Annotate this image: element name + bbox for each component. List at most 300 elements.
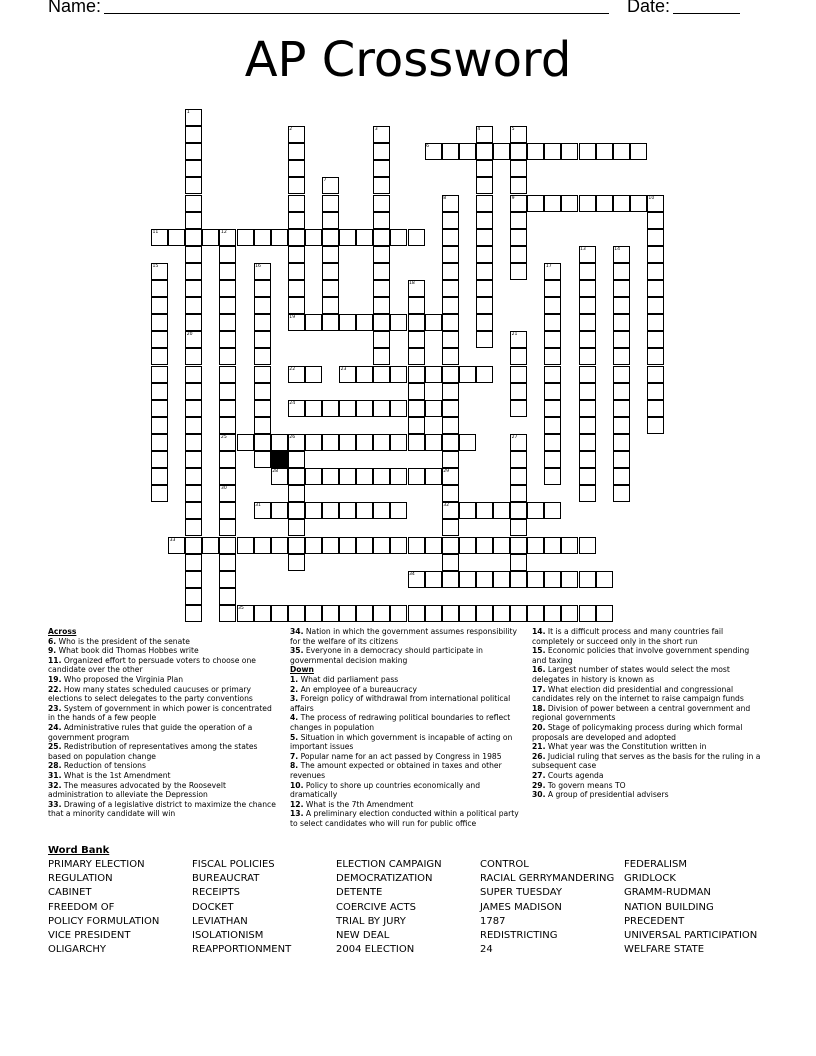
grid-cell[interactable] bbox=[390, 502, 407, 519]
grid-cell[interactable] bbox=[476, 502, 493, 519]
grid-cell[interactable] bbox=[425, 605, 442, 622]
grid-cell[interactable] bbox=[596, 571, 613, 588]
grid-cell[interactable] bbox=[254, 605, 271, 622]
grid-cell[interactable] bbox=[254, 366, 271, 383]
grid-cell[interactable] bbox=[356, 400, 373, 417]
grid-cell[interactable] bbox=[510, 160, 527, 177]
grid-cell[interactable] bbox=[647, 229, 664, 246]
grid-cell[interactable] bbox=[647, 417, 664, 434]
grid-cell[interactable] bbox=[408, 366, 425, 383]
grid-cell[interactable] bbox=[613, 451, 630, 468]
grid-cell[interactable] bbox=[373, 160, 390, 177]
grid-cell[interactable] bbox=[613, 297, 630, 314]
grid-cell[interactable] bbox=[219, 451, 236, 468]
grid-cell[interactable] bbox=[425, 468, 442, 485]
grid-cell[interactable] bbox=[185, 263, 202, 280]
grid-cell[interactable] bbox=[185, 348, 202, 365]
grid-cell[interactable] bbox=[510, 177, 527, 194]
grid-cell[interactable] bbox=[476, 297, 493, 314]
grid-cell[interactable] bbox=[219, 297, 236, 314]
grid-cell[interactable] bbox=[510, 348, 527, 365]
grid-cell[interactable] bbox=[493, 502, 510, 519]
grid-cell[interactable] bbox=[408, 605, 425, 622]
grid-cell[interactable] bbox=[442, 263, 459, 280]
grid-cell[interactable] bbox=[476, 571, 493, 588]
grid-cell[interactable] bbox=[544, 537, 561, 554]
grid-cell[interactable] bbox=[476, 605, 493, 622]
grid-cell[interactable] bbox=[373, 297, 390, 314]
grid-cell[interactable] bbox=[219, 605, 236, 622]
grid-cell[interactable] bbox=[373, 143, 390, 160]
grid-cell[interactable] bbox=[527, 605, 544, 622]
grid-cell[interactable] bbox=[356, 468, 373, 485]
grid-cell[interactable] bbox=[613, 348, 630, 365]
grid-cell[interactable] bbox=[510, 571, 527, 588]
grid-cell[interactable] bbox=[151, 468, 168, 485]
grid-cell[interactable] bbox=[322, 263, 339, 280]
grid-cell[interactable] bbox=[647, 400, 664, 417]
grid-cell[interactable] bbox=[408, 383, 425, 400]
grid-cell[interactable] bbox=[390, 605, 407, 622]
grid-cell[interactable] bbox=[476, 263, 493, 280]
grid-cell[interactable] bbox=[442, 537, 459, 554]
grid-cell[interactable] bbox=[544, 502, 561, 519]
grid-cell[interactable] bbox=[425, 537, 442, 554]
grid-cell[interactable] bbox=[185, 554, 202, 571]
grid-cell[interactable] bbox=[442, 519, 459, 536]
grid-cell[interactable] bbox=[579, 451, 596, 468]
grid-cell[interactable] bbox=[254, 383, 271, 400]
grid-cell[interactable] bbox=[151, 314, 168, 331]
grid-cell[interactable] bbox=[185, 502, 202, 519]
grid-cell[interactable] bbox=[647, 383, 664, 400]
grid-cell[interactable] bbox=[254, 280, 271, 297]
grid-cell[interactable] bbox=[305, 400, 322, 417]
grid-cell[interactable] bbox=[613, 400, 630, 417]
grid-cell[interactable] bbox=[442, 554, 459, 571]
grid-cell[interactable] bbox=[322, 212, 339, 229]
grid-cell[interactable] bbox=[442, 280, 459, 297]
grid-cell[interactable] bbox=[288, 605, 305, 622]
grid-cell[interactable] bbox=[185, 126, 202, 143]
grid-cell[interactable] bbox=[613, 417, 630, 434]
grid-cell[interactable] bbox=[271, 229, 288, 246]
grid-cell[interactable] bbox=[305, 366, 322, 383]
grid-cell[interactable] bbox=[408, 434, 425, 451]
grid-cell[interactable] bbox=[288, 297, 305, 314]
grid-cell[interactable] bbox=[356, 537, 373, 554]
grid-cell[interactable] bbox=[544, 605, 561, 622]
grid-cell[interactable] bbox=[579, 331, 596, 348]
grid-cell[interactable] bbox=[185, 160, 202, 177]
grid-cell[interactable] bbox=[459, 537, 476, 554]
grid-cell[interactable] bbox=[442, 212, 459, 229]
grid-cell[interactable] bbox=[322, 400, 339, 417]
grid-cell[interactable] bbox=[579, 263, 596, 280]
grid-cell[interactable] bbox=[237, 229, 254, 246]
grid-cell[interactable] bbox=[373, 400, 390, 417]
grid-cell[interactable] bbox=[185, 485, 202, 502]
grid-cell[interactable] bbox=[254, 400, 271, 417]
grid-cell[interactable] bbox=[185, 588, 202, 605]
grid-cell[interactable] bbox=[510, 229, 527, 246]
grid-cell[interactable] bbox=[185, 143, 202, 160]
grid-cell[interactable] bbox=[425, 314, 442, 331]
grid-cell[interactable] bbox=[219, 468, 236, 485]
grid-cell[interactable] bbox=[510, 212, 527, 229]
grid-cell[interactable] bbox=[288, 537, 305, 554]
grid-cell[interactable] bbox=[544, 195, 561, 212]
grid-cell[interactable] bbox=[510, 451, 527, 468]
grid-cell[interactable] bbox=[476, 366, 493, 383]
grid-cell[interactable] bbox=[373, 280, 390, 297]
grid-cell[interactable] bbox=[425, 366, 442, 383]
grid-cell[interactable] bbox=[373, 468, 390, 485]
grid-cell[interactable] bbox=[459, 502, 476, 519]
grid-cell[interactable] bbox=[254, 537, 271, 554]
grid-cell[interactable] bbox=[305, 229, 322, 246]
grid-cell[interactable] bbox=[339, 400, 356, 417]
grid-cell[interactable] bbox=[544, 571, 561, 588]
grid-cell[interactable] bbox=[613, 485, 630, 502]
grid-cell[interactable] bbox=[373, 502, 390, 519]
grid-cell[interactable] bbox=[322, 280, 339, 297]
grid-cell[interactable] bbox=[322, 434, 339, 451]
grid-cell[interactable] bbox=[356, 605, 373, 622]
grid-cell[interactable] bbox=[356, 502, 373, 519]
grid-cell[interactable] bbox=[322, 605, 339, 622]
grid-cell[interactable] bbox=[322, 314, 339, 331]
grid-cell[interactable] bbox=[561, 605, 578, 622]
grid-cell[interactable] bbox=[305, 537, 322, 554]
grid-cell[interactable] bbox=[322, 502, 339, 519]
grid-cell[interactable] bbox=[373, 434, 390, 451]
grid-cell[interactable] bbox=[288, 468, 305, 485]
grid-cell[interactable] bbox=[219, 263, 236, 280]
grid-cell[interactable] bbox=[339, 468, 356, 485]
grid-cell[interactable] bbox=[271, 434, 288, 451]
grid-cell[interactable] bbox=[185, 280, 202, 297]
grid-cell[interactable] bbox=[561, 537, 578, 554]
grid-cell[interactable] bbox=[322, 537, 339, 554]
grid-cell[interactable] bbox=[476, 160, 493, 177]
grid-cell[interactable] bbox=[527, 571, 544, 588]
grid-cell[interactable] bbox=[613, 263, 630, 280]
grid-cell[interactable] bbox=[185, 229, 202, 246]
grid-cell[interactable] bbox=[288, 160, 305, 177]
grid-cell[interactable] bbox=[219, 417, 236, 434]
grid-cell[interactable] bbox=[544, 417, 561, 434]
grid-cell[interactable] bbox=[185, 246, 202, 263]
grid-cell[interactable] bbox=[647, 212, 664, 229]
grid-cell[interactable] bbox=[185, 519, 202, 536]
grid-cell[interactable] bbox=[322, 297, 339, 314]
grid-cell[interactable] bbox=[493, 537, 510, 554]
grid-cell[interactable] bbox=[390, 366, 407, 383]
grid-cell[interactable] bbox=[527, 502, 544, 519]
grid-cell[interactable] bbox=[544, 331, 561, 348]
grid-cell[interactable] bbox=[442, 434, 459, 451]
grid-cell[interactable] bbox=[356, 229, 373, 246]
grid-cell[interactable] bbox=[647, 366, 664, 383]
grid-cell[interactable] bbox=[408, 400, 425, 417]
grid-cell[interactable] bbox=[579, 280, 596, 297]
grid-cell[interactable] bbox=[254, 331, 271, 348]
grid-cell[interactable] bbox=[271, 605, 288, 622]
grid-cell[interactable] bbox=[647, 348, 664, 365]
grid-cell[interactable] bbox=[579, 366, 596, 383]
grid-cell[interactable] bbox=[579, 434, 596, 451]
grid-cell[interactable] bbox=[596, 143, 613, 160]
grid-cell[interactable] bbox=[596, 605, 613, 622]
grid-cell[interactable] bbox=[579, 348, 596, 365]
grid-cell[interactable] bbox=[288, 280, 305, 297]
grid-cell[interactable] bbox=[356, 434, 373, 451]
grid-cell[interactable] bbox=[373, 229, 390, 246]
grid-cell[interactable] bbox=[185, 383, 202, 400]
grid-cell[interactable] bbox=[219, 383, 236, 400]
grid-cell[interactable] bbox=[476, 229, 493, 246]
grid-cell[interactable] bbox=[527, 143, 544, 160]
grid-cell[interactable] bbox=[185, 177, 202, 194]
grid-cell[interactable] bbox=[373, 263, 390, 280]
grid-cell[interactable] bbox=[613, 280, 630, 297]
grid-cell[interactable] bbox=[442, 451, 459, 468]
grid-cell[interactable] bbox=[288, 519, 305, 536]
grid-cell[interactable] bbox=[442, 383, 459, 400]
grid-cell[interactable] bbox=[322, 195, 339, 212]
grid-cell[interactable] bbox=[476, 537, 493, 554]
grid-cell[interactable] bbox=[219, 502, 236, 519]
grid-cell[interactable] bbox=[339, 434, 356, 451]
grid-cell[interactable] bbox=[408, 314, 425, 331]
grid-cell[interactable] bbox=[288, 229, 305, 246]
grid-cell[interactable] bbox=[185, 212, 202, 229]
grid-cell[interactable] bbox=[544, 143, 561, 160]
grid-cell[interactable] bbox=[288, 485, 305, 502]
grid-cell[interactable] bbox=[476, 331, 493, 348]
grid-cell[interactable] bbox=[510, 502, 527, 519]
grid-cell[interactable] bbox=[613, 314, 630, 331]
grid-cell[interactable] bbox=[356, 314, 373, 331]
grid-cell[interactable] bbox=[476, 177, 493, 194]
grid-cell[interactable] bbox=[647, 246, 664, 263]
grid-cell[interactable] bbox=[527, 537, 544, 554]
grid-cell[interactable] bbox=[185, 468, 202, 485]
grid-cell[interactable] bbox=[339, 605, 356, 622]
grid-cell[interactable] bbox=[425, 571, 442, 588]
grid-cell[interactable] bbox=[288, 177, 305, 194]
grid-cell[interactable] bbox=[151, 434, 168, 451]
grid-cell[interactable] bbox=[373, 246, 390, 263]
grid-cell[interactable] bbox=[305, 468, 322, 485]
grid-cell[interactable] bbox=[579, 314, 596, 331]
grid-cell[interactable] bbox=[510, 246, 527, 263]
grid-cell[interactable] bbox=[630, 143, 647, 160]
grid-cell[interactable] bbox=[476, 212, 493, 229]
grid-cell[interactable] bbox=[442, 229, 459, 246]
grid-cell[interactable] bbox=[493, 571, 510, 588]
grid-cell[interactable] bbox=[579, 143, 596, 160]
grid-cell[interactable] bbox=[151, 451, 168, 468]
grid-cell[interactable] bbox=[476, 143, 493, 160]
grid-cell[interactable] bbox=[288, 212, 305, 229]
grid-cell[interactable] bbox=[476, 246, 493, 263]
grid-cell[interactable] bbox=[408, 417, 425, 434]
grid-cell[interactable] bbox=[527, 195, 544, 212]
grid-cell[interactable] bbox=[219, 537, 236, 554]
grid-cell[interactable] bbox=[408, 331, 425, 348]
grid-cell[interactable] bbox=[510, 263, 527, 280]
grid-cell[interactable] bbox=[185, 434, 202, 451]
grid-cell[interactable] bbox=[390, 229, 407, 246]
grid-cell[interactable] bbox=[254, 229, 271, 246]
grid-cell[interactable] bbox=[647, 280, 664, 297]
grid-cell[interactable] bbox=[630, 195, 647, 212]
grid-cell[interactable] bbox=[459, 434, 476, 451]
grid-cell[interactable] bbox=[613, 383, 630, 400]
grid-cell[interactable] bbox=[373, 195, 390, 212]
grid-cell[interactable] bbox=[254, 348, 271, 365]
grid-cell[interactable] bbox=[408, 348, 425, 365]
grid-cell[interactable] bbox=[442, 605, 459, 622]
grid-cell[interactable] bbox=[288, 502, 305, 519]
grid-cell[interactable] bbox=[544, 451, 561, 468]
grid-cell[interactable] bbox=[579, 571, 596, 588]
grid-cell[interactable] bbox=[185, 314, 202, 331]
grid-cell[interactable] bbox=[373, 537, 390, 554]
grid-cell[interactable] bbox=[442, 485, 459, 502]
grid-cell[interactable] bbox=[613, 366, 630, 383]
grid-cell[interactable] bbox=[510, 485, 527, 502]
grid-cell[interactable] bbox=[288, 143, 305, 160]
grid-cell[interactable] bbox=[254, 314, 271, 331]
grid-cell[interactable] bbox=[425, 434, 442, 451]
grid-cell[interactable] bbox=[219, 554, 236, 571]
grid-cell[interactable] bbox=[442, 331, 459, 348]
grid-cell[interactable] bbox=[544, 314, 561, 331]
grid-cell[interactable] bbox=[579, 400, 596, 417]
grid-cell[interactable] bbox=[442, 297, 459, 314]
grid-cell[interactable] bbox=[254, 297, 271, 314]
grid-cell[interactable] bbox=[510, 366, 527, 383]
grid-cell[interactable] bbox=[168, 229, 185, 246]
grid-cell[interactable] bbox=[271, 537, 288, 554]
grid-cell[interactable] bbox=[476, 314, 493, 331]
grid-cell[interactable] bbox=[561, 143, 578, 160]
grid-cell[interactable] bbox=[151, 417, 168, 434]
grid-cell[interactable] bbox=[442, 314, 459, 331]
grid-cell[interactable] bbox=[544, 366, 561, 383]
grid-cell[interactable] bbox=[510, 537, 527, 554]
grid-cell[interactable] bbox=[305, 502, 322, 519]
grid-cell[interactable] bbox=[151, 297, 168, 314]
grid-cell[interactable] bbox=[544, 383, 561, 400]
grid-cell[interactable] bbox=[202, 537, 219, 554]
grid-cell[interactable] bbox=[373, 366, 390, 383]
grid-cell[interactable] bbox=[151, 485, 168, 502]
grid-cell[interactable] bbox=[613, 468, 630, 485]
grid-cell[interactable] bbox=[579, 605, 596, 622]
grid-cell[interactable] bbox=[442, 571, 459, 588]
grid-cell[interactable] bbox=[579, 468, 596, 485]
grid-cell[interactable] bbox=[476, 280, 493, 297]
grid-cell[interactable] bbox=[544, 297, 561, 314]
grid-cell[interactable] bbox=[322, 246, 339, 263]
grid-cell[interactable] bbox=[219, 588, 236, 605]
grid-cell[interactable] bbox=[442, 366, 459, 383]
grid-cell[interactable] bbox=[219, 280, 236, 297]
grid-cell[interactable] bbox=[373, 177, 390, 194]
grid-cell[interactable] bbox=[579, 297, 596, 314]
grid-cell[interactable] bbox=[613, 195, 630, 212]
grid-cell[interactable] bbox=[544, 434, 561, 451]
grid-cell[interactable] bbox=[442, 400, 459, 417]
grid-cell[interactable] bbox=[510, 519, 527, 536]
grid-cell[interactable] bbox=[579, 537, 596, 554]
grid-cell[interactable] bbox=[185, 366, 202, 383]
grid-cell[interactable] bbox=[254, 434, 271, 451]
grid-cell[interactable] bbox=[305, 434, 322, 451]
grid-cell[interactable] bbox=[219, 571, 236, 588]
grid-cell[interactable] bbox=[544, 400, 561, 417]
grid-cell[interactable] bbox=[544, 468, 561, 485]
grid-cell[interactable] bbox=[510, 468, 527, 485]
grid-cell[interactable] bbox=[254, 451, 271, 468]
grid-cell[interactable] bbox=[596, 195, 613, 212]
grid-cell[interactable] bbox=[579, 383, 596, 400]
grid-cell[interactable] bbox=[202, 229, 219, 246]
grid-cell[interactable] bbox=[322, 229, 339, 246]
grid-cell[interactable] bbox=[271, 502, 288, 519]
grid-cell[interactable] bbox=[459, 366, 476, 383]
grid-cell[interactable] bbox=[459, 605, 476, 622]
grid-cell[interactable] bbox=[151, 366, 168, 383]
grid-cell[interactable] bbox=[219, 314, 236, 331]
grid-cell[interactable] bbox=[442, 246, 459, 263]
grid-cell[interactable] bbox=[219, 400, 236, 417]
grid-cell[interactable] bbox=[219, 366, 236, 383]
grid-cell[interactable] bbox=[510, 143, 527, 160]
grid-cell[interactable] bbox=[408, 229, 425, 246]
grid-cell[interactable] bbox=[237, 434, 254, 451]
grid-cell[interactable] bbox=[339, 537, 356, 554]
grid-cell[interactable] bbox=[459, 143, 476, 160]
grid-cell[interactable] bbox=[254, 417, 271, 434]
grid-cell[interactable] bbox=[493, 143, 510, 160]
grid-cell[interactable] bbox=[373, 348, 390, 365]
grid-cell[interactable] bbox=[647, 263, 664, 280]
grid-cell[interactable] bbox=[288, 451, 305, 468]
grid-cell[interactable] bbox=[373, 212, 390, 229]
grid-cell[interactable] bbox=[185, 417, 202, 434]
grid-cell[interactable] bbox=[185, 537, 202, 554]
grid-cell[interactable] bbox=[425, 400, 442, 417]
grid-cell[interactable] bbox=[151, 331, 168, 348]
grid-cell[interactable] bbox=[510, 554, 527, 571]
grid-cell[interactable] bbox=[442, 417, 459, 434]
grid-cell[interactable] bbox=[288, 195, 305, 212]
grid-cell[interactable] bbox=[322, 468, 339, 485]
grid-cell[interactable] bbox=[339, 502, 356, 519]
grid-cell[interactable] bbox=[390, 468, 407, 485]
grid-cell[interactable] bbox=[356, 366, 373, 383]
grid-cell[interactable] bbox=[647, 314, 664, 331]
grid-cell[interactable] bbox=[561, 571, 578, 588]
grid-cell[interactable] bbox=[219, 331, 236, 348]
grid-cell[interactable] bbox=[510, 400, 527, 417]
grid-cell[interactable] bbox=[390, 400, 407, 417]
